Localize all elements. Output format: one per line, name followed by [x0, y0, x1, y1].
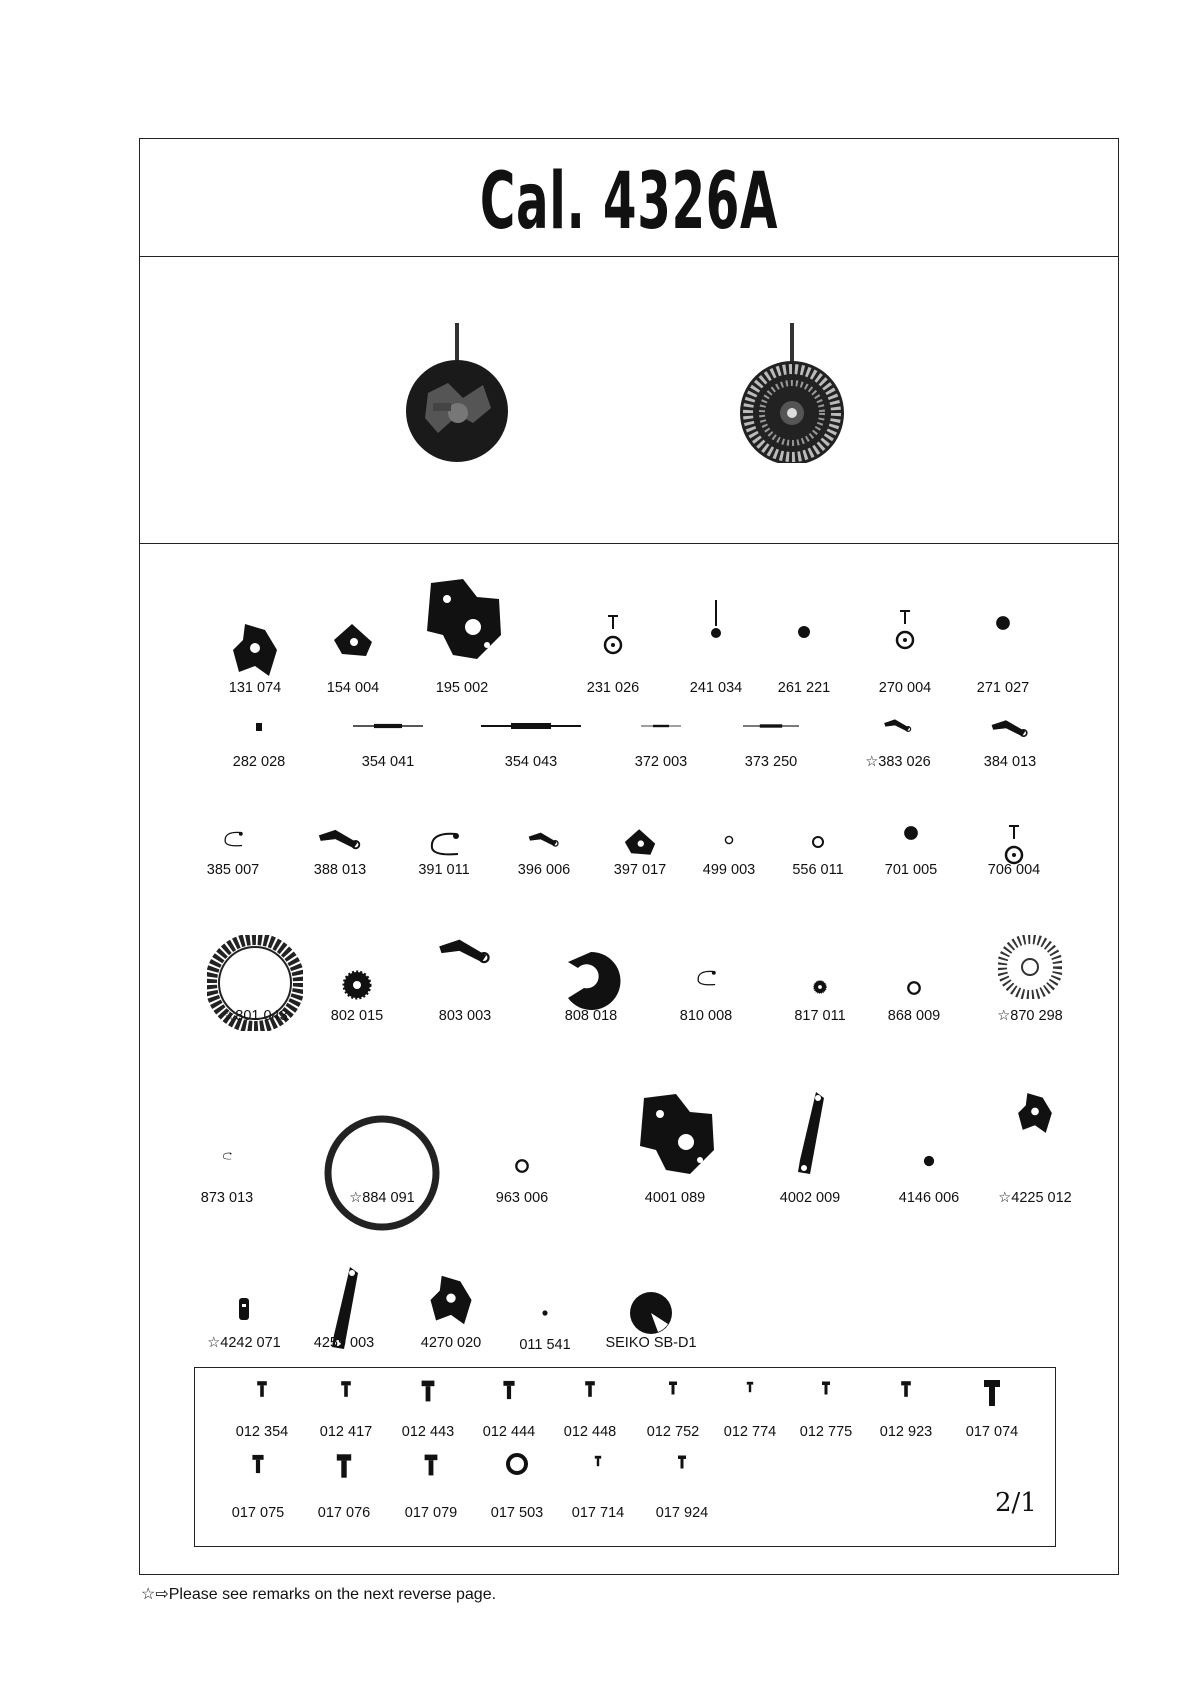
part-label — [471, 754, 591, 770]
part-number: 396 006 — [517, 862, 571, 878]
page-mark: 2/1 — [995, 1488, 1037, 1518]
part-label — [854, 1008, 974, 1024]
screw-017-076-icon — [314, 1452, 374, 1480]
screw-label — [208, 1505, 308, 1521]
part-number: ☆870 298 — [997, 1008, 1063, 1024]
part-label — [485, 1337, 605, 1353]
screw-number: 017 924 — [655, 1505, 709, 1521]
part-number: 011 541 — [519, 1337, 571, 1353]
movement-photos — [140, 257, 1118, 544]
part-number: 873 013 — [200, 1190, 254, 1206]
screw-012-443-icon — [398, 1378, 458, 1404]
part-number: 154 004 — [326, 680, 380, 696]
screw-017-079-icon — [401, 1452, 461, 1478]
part-810-008-icon — [646, 965, 766, 991]
part-number: 372 003 — [634, 754, 688, 770]
part-number: 556 011 — [792, 862, 844, 878]
part-label — [199, 754, 319, 770]
part-number: 231 026 — [586, 680, 640, 696]
part-385-007-icon — [173, 826, 293, 852]
part-4002-009-icon — [750, 1090, 870, 1178]
part-354-041-icon — [328, 722, 448, 730]
part-372-003-icon — [601, 722, 721, 730]
screw-number: 017 075 — [231, 1505, 285, 1521]
part-384-013-icon — [950, 717, 1070, 741]
screw-number: 012 417 — [319, 1424, 373, 1440]
part-label — [173, 862, 293, 878]
part-388-013-icon — [280, 826, 400, 854]
part-SEIKO-SB-D1-icon — [591, 1290, 711, 1336]
screw-number: 017 074 — [965, 1424, 1019, 1440]
part-number: ☆4225 012 — [998, 1190, 1072, 1206]
movement-back-view-icon — [403, 323, 513, 463]
screw-number: 012 443 — [401, 1424, 455, 1440]
part-number: 131 074 — [228, 680, 282, 696]
part-label — [711, 754, 831, 770]
screw-number: 017 714 — [571, 1505, 625, 1521]
part-354-043-icon — [471, 722, 591, 730]
part-706-004-icon — [954, 825, 1074, 865]
part-873-013-icon — [167, 1150, 287, 1162]
screw-017-714-icon — [568, 1452, 628, 1470]
part-number: ☆801 043 — [222, 1008, 288, 1024]
part-number: 802 015 — [330, 1008, 384, 1024]
part-number: 803 003 — [438, 1008, 492, 1024]
part-number: 963 006 — [495, 1190, 549, 1206]
part-number: 4146 006 — [898, 1190, 960, 1206]
part-label — [328, 754, 448, 770]
part-373-250-icon — [711, 722, 831, 730]
part-label — [322, 1190, 442, 1206]
screw-017-924-icon — [652, 1452, 712, 1472]
part-number: 808 018 — [564, 1008, 618, 1024]
part-963-006-icon — [462, 1158, 582, 1174]
part-label — [869, 1190, 989, 1206]
part-868-009-icon — [854, 980, 974, 996]
part-label — [462, 1190, 582, 1206]
part-number: 385 007 — [206, 862, 260, 878]
part-label — [601, 754, 721, 770]
part-number: 701 005 — [884, 862, 938, 878]
screw-012-774-icon — [720, 1378, 780, 1396]
part-label — [405, 1008, 525, 1024]
part-number: 195 002 — [435, 680, 489, 696]
screw-017-075-icon — [228, 1452, 288, 1476]
part-number: 271 027 — [976, 680, 1030, 696]
screw-number: 017 076 — [317, 1505, 371, 1521]
part-label — [280, 862, 400, 878]
part-label — [970, 1008, 1090, 1024]
screw-label — [856, 1424, 956, 1440]
screw-number: 012 923 — [879, 1424, 933, 1440]
screw-label — [942, 1424, 1042, 1440]
part-number: 354 041 — [361, 754, 415, 770]
part-number: 4270 020 — [420, 1335, 482, 1351]
part-number: 817 011 — [794, 1008, 846, 1024]
screw-012-444-icon — [479, 1378, 539, 1402]
part-number: 384 013 — [983, 754, 1037, 770]
part-number: ☆4242 071 — [207, 1335, 281, 1351]
part-701-005-icon — [851, 825, 971, 841]
part-label — [838, 754, 958, 770]
part-870-298-icon — [970, 935, 1090, 999]
screw-label — [294, 1505, 394, 1521]
part-154-004-icon — [293, 620, 413, 660]
title-box — [140, 139, 1118, 257]
part-number: 261 221 — [777, 680, 831, 696]
part-label — [750, 1190, 870, 1206]
part-4146-006-icon — [869, 1155, 989, 1167]
part-label — [531, 1008, 651, 1024]
part-808-018-icon — [531, 948, 651, 1014]
part-number: 868 009 — [887, 1008, 941, 1024]
part-383-026-icon — [838, 717, 958, 735]
part-label — [402, 680, 522, 696]
screw-number: 012 774 — [723, 1424, 777, 1440]
part-label — [297, 1008, 417, 1024]
movement-dial-view-icon — [736, 323, 848, 463]
part-number: 373 250 — [744, 754, 798, 770]
screw-012-448-icon — [560, 1378, 620, 1400]
part-label — [950, 754, 1070, 770]
screw-number: 012 354 — [235, 1424, 289, 1440]
screw-012-752-icon — [643, 1378, 703, 1398]
screw-number: 012 448 — [563, 1424, 617, 1440]
part-271-027-icon — [943, 615, 1063, 631]
part-4225-012-icon — [975, 1090, 1095, 1136]
part-label — [591, 1335, 711, 1351]
part-195-002-icon — [402, 575, 522, 665]
part-803-003-icon — [405, 935, 525, 969]
part-011-541-icon — [485, 1310, 605, 1316]
screw-012-354-icon — [232, 1378, 292, 1400]
screw-number: 012 775 — [799, 1424, 853, 1440]
page-title: Cal. 4326A — [479, 157, 779, 247]
part-4270-020-icon — [391, 1272, 511, 1328]
part-number: 388 013 — [313, 862, 367, 878]
footer-note: ☆⇨Please see remarks on the next reverse page. — [141, 1586, 497, 1603]
screw-012-417-icon — [316, 1378, 376, 1400]
part-number: 241 034 — [689, 680, 743, 696]
screw-number: 017 503 — [490, 1505, 544, 1521]
part-label — [851, 862, 971, 878]
part-number: 391 011 — [418, 862, 470, 878]
part-number: 810 008 — [679, 1008, 733, 1024]
screw-012-775-icon — [796, 1378, 856, 1398]
part-label — [615, 1190, 735, 1206]
part-802-015-icon — [297, 970, 417, 1000]
part-label — [293, 680, 413, 696]
part-label — [975, 1190, 1095, 1206]
screw-number: 012 444 — [482, 1424, 536, 1440]
screw-012-923-icon — [876, 1378, 936, 1400]
part-231-026-icon — [553, 615, 673, 655]
part-number: 4259 003 — [313, 1335, 375, 1351]
screw-number: 017 079 — [404, 1505, 458, 1521]
screw-number: 012 752 — [646, 1424, 700, 1440]
part-4001-089-icon — [615, 1090, 735, 1180]
part-label — [954, 862, 1074, 878]
screw-label — [632, 1505, 732, 1521]
part-label — [646, 1008, 766, 1024]
part-label — [943, 680, 1063, 696]
part-884-091-icon — [322, 1115, 442, 1231]
part-number: 282 028 — [232, 754, 286, 770]
screw-label — [381, 1505, 481, 1521]
part-label — [553, 680, 673, 696]
part-number: 706 004 — [987, 862, 1041, 878]
part-label — [167, 1190, 287, 1206]
part-number: 4001 089 — [644, 1190, 706, 1206]
part-label — [284, 1335, 404, 1351]
part-number: ☆884 091 — [349, 1190, 415, 1206]
part-number: 397 017 — [613, 862, 667, 878]
part-number: 270 004 — [878, 680, 932, 696]
part-282-028-icon — [199, 722, 319, 732]
part-number: ☆383 026 — [865, 754, 931, 770]
part-number: 4002 009 — [779, 1190, 841, 1206]
part-number: 354 043 — [504, 754, 558, 770]
screw-017-074-icon — [962, 1378, 1022, 1408]
part-number: SEIKO SB-D1 — [605, 1335, 697, 1351]
part-number: 499 003 — [702, 862, 756, 878]
screw-017-503-icon — [487, 1452, 547, 1476]
